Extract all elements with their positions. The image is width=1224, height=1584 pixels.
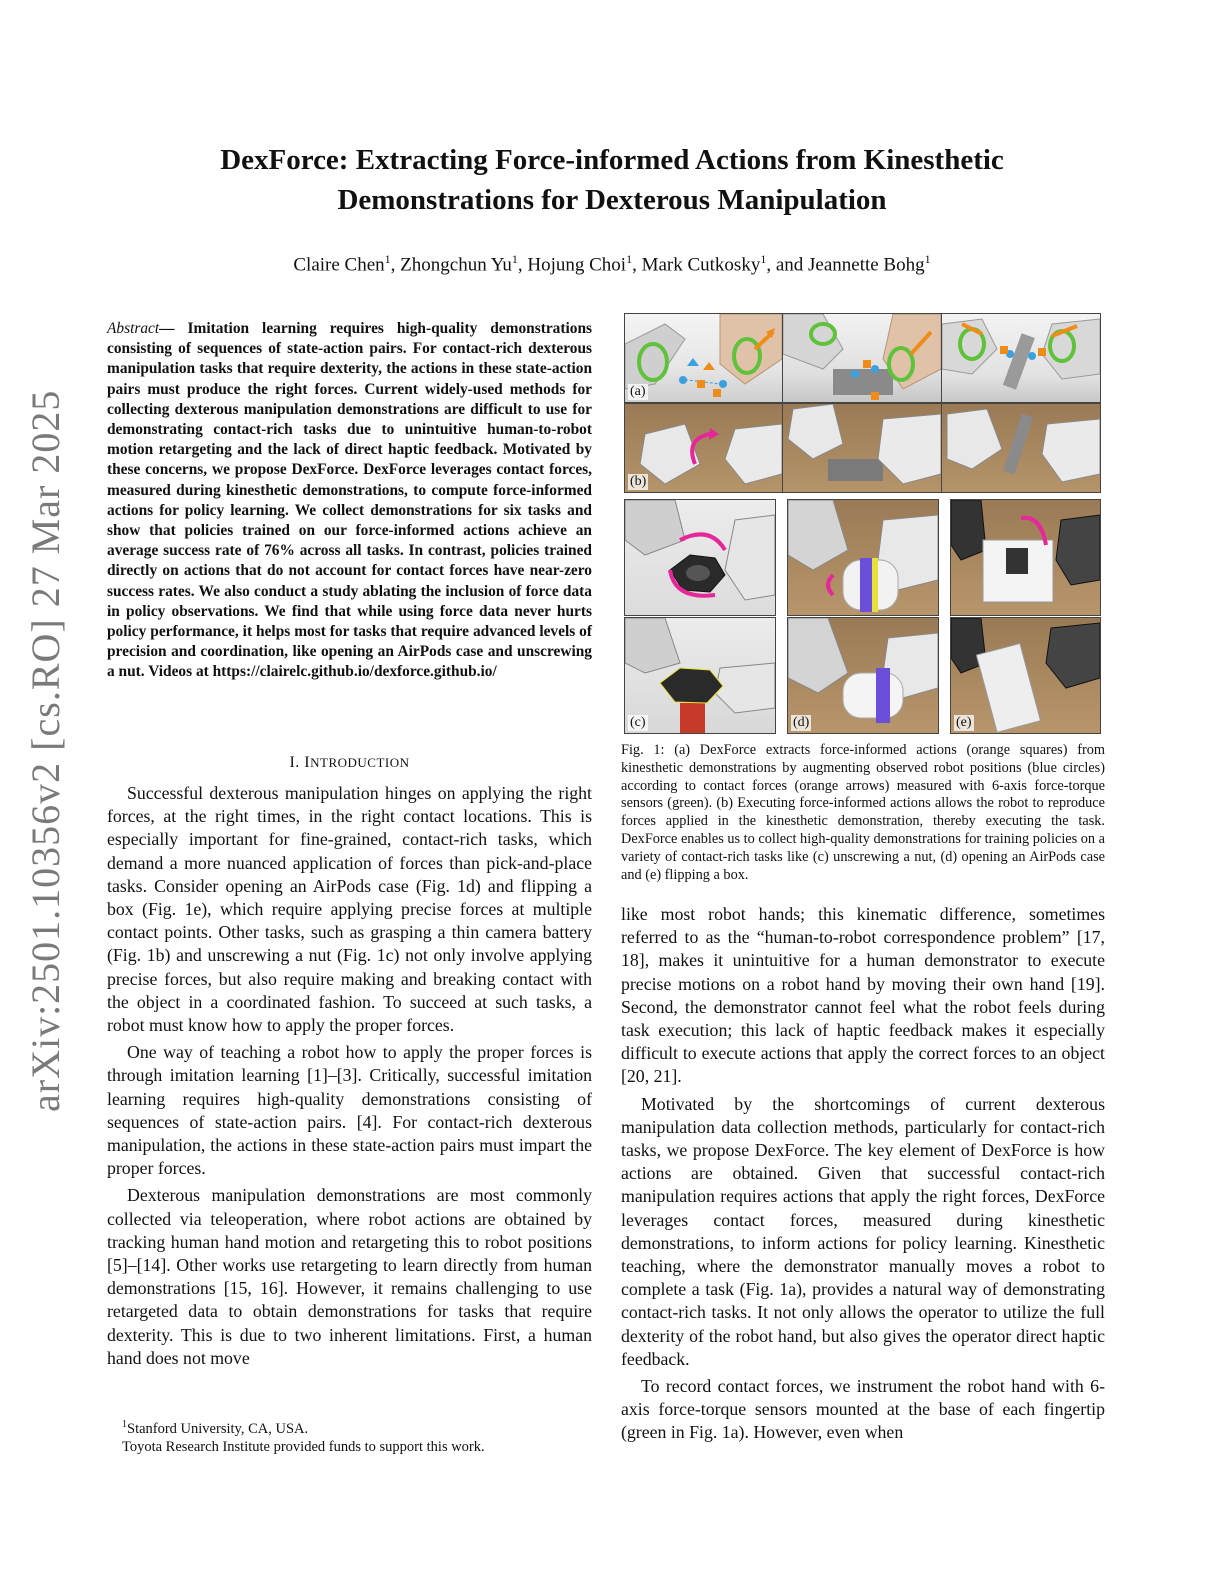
author-name: Jeannette Bohg — [808, 254, 925, 276]
title-line-1: DexForce: Extracting Force-informed Actions from Kinesthetic — [220, 144, 1004, 176]
figure-panel-d2 — [787, 617, 939, 734]
robot-hand-illustration — [783, 314, 941, 402]
right-column-body — [621, 903, 1105, 1449]
author-affiliation: 1 — [924, 252, 931, 266]
robot-hand-illustration — [625, 404, 782, 492]
robot-hand-illustration — [783, 404, 941, 492]
footnote — [122, 1416, 592, 1457]
footnote-funding: Toyota Research Institute provided funds to support this work. — [122, 1439, 485, 1456]
robot-hand-illustration — [942, 404, 1100, 492]
figure-panel-e1 — [950, 499, 1101, 616]
abstract — [107, 319, 592, 683]
panel-label-d: (d) — [793, 715, 810, 730]
author-affiliation: 1 — [626, 252, 633, 266]
robot-hand-illustration — [942, 314, 1100, 402]
figure-panel-a2 — [782, 313, 942, 403]
author-name: Claire Chen — [293, 254, 385, 276]
figure-panel-b3 — [941, 403, 1101, 493]
author-affiliation: 1 — [384, 252, 391, 266]
author-list — [100, 252, 1124, 276]
figure-1 — [624, 313, 1100, 733]
abstract-lead: Abstract — [107, 320, 160, 337]
author-separator: , — [632, 254, 642, 276]
robot-hand-illustration — [951, 500, 1100, 615]
paper-title — [100, 140, 1124, 220]
paragraph: Successful dexterous manipulation hinges on applying the right forces, at the right times, in the right contact locations. This is especially important for fine-grained, contact-rich tasks, which demand a more nuanced application of forces than pick-and-place tasks. Consider opening an AirPods case (Fig. 1d) and flipping a box (Fig. 1e), which require applying precise forces at multiple contact points. Other tasks, such as grasping a thin camera battery (Fig. 1b) and unscrewing a nut (Fig. 1c) not only involve applying precise forces, but also require making and breaking contact with the object in a coordinated fashion. To succeed at such tasks, a robot must know how to apply the proper forces. — [107, 783, 592, 1036]
figure-caption: Fig. 1: (a) DexForce extracts force-informed actions (orange squares) from kinesthetic demonstrations by augmenting observed robot positions (blue circles) according to contact forces (orange arrows) measured with 6-axis force-torque sensors (green). (b) Executing force-informed actions allows the robot to reproduce forces applied in the kinesthetic demonstration, thereby executing the task. DexForce enables us to collect high-quality demonstrations for training policies on a variety of contact-rich tasks like (c) unscrewing a nut, (d) opening an AirPods case and (e) flipping a box. — [621, 742, 1105, 883]
paragraph: Dexterous manipulation demonstrations are most commonly collected via teleoperation, where robot actions are obtained by tracking human hand motion and retargeting this to robot positions [5]–[14]. Other works use retargeting to learn directly from human demonstrations [15, 16]. However, it remains challenging to use retargeted data to obtain demonstrations for tasks that require dexterity. This is due to two inherent limitations. First, a human hand does not move — [107, 1185, 592, 1368]
figure-panel-d1 — [787, 499, 939, 616]
author-separator: , and — [766, 254, 808, 276]
panel-label-e: (e) — [956, 715, 972, 730]
author-affiliation: 1 — [511, 252, 518, 266]
figure-panel-e2 — [950, 617, 1101, 734]
author-name: Mark Cutkosky — [641, 254, 761, 276]
robot-hand-illustration — [625, 314, 782, 402]
left-column-body — [107, 782, 592, 1374]
section-heading-introduction — [107, 754, 592, 772]
author-separator: , — [390, 254, 401, 276]
figure-panel-b1 — [624, 403, 783, 493]
abstract-text: — Imitation learning requires high-quality demonstrations consisting of sequences of state-action pairs. For contact-rich dexterous manipulation tasks that require dexterity, the actions in these state-action pairs must produce the right forces. Current widely-used methods for collecting dexterous manipulation demonstrations are difficult to use for demonstrating contact-rich tasks due to unintuitive human-to-robot motion retargeting and the lack of direct haptic feedback. Motivated by these concerns, we propose DexForce. DexForce leverages contact forces, measured during kinesthetic demonstrations, to compute force-informed actions for policy learning. We collect demonstrations for six tasks and show that policies trained on our force-informed actions achieve an average success rate of 76% across all tasks. In contrast, policies trained directly on actions that do not account for contact forces have near-zero success rates. We also conduct a study ablating the inclusion of force data in policy observations. We find that while using force data never hurts policy performance, it helps most for tasks that require advanced levels of precision and coordination, like opening an AirPods case and unscrewing a nut. Videos at https://clairelc.github.io/dexforce.github.io/ — [107, 320, 592, 681]
paragraph: To record contact forces, we instrument the robot hand with 6-axis force-torque sensors mounted at the base of each fingertip (green in Fig. 1a). However, even when — [621, 1376, 1105, 1443]
author-name: Hojung Choi — [527, 254, 627, 276]
figure-panel-c2 — [624, 617, 776, 734]
title-line-2: Demonstrations for Dexterous Manipulation — [337, 184, 887, 216]
figure-panel-b2 — [782, 403, 942, 493]
panel-label-c: (c) — [630, 715, 646, 730]
figure-panel-c1 — [624, 499, 776, 616]
paragraph: like most robot hands; this kinematic difference, sometimes referred to as the “human-to-robot correspondence problem” [17, 18], makes it unintuitive for a human demonstrator to execute precise motions on a robot hand by moving their own hand [19]. Second, the demonstrator cannot feel what the robot feels during task execution; this lack of haptic feedback makes it especially difficult to execute actions that apply the correct forces to an object [20, 21]. — [621, 904, 1105, 1087]
robot-hand-illustration — [625, 500, 775, 615]
footnote-mark: 1 — [122, 1419, 127, 1430]
arxiv-identifier: arXiv:2501.10356v2 [cs.RO] 27 Mar 2025 — [23, 389, 68, 1112]
figure-panel-a3 — [941, 313, 1101, 403]
author-name: Zhongchun Yu — [400, 254, 512, 276]
section-number: I. — [289, 754, 300, 771]
section-title-rest: NTRODUCTION — [310, 755, 410, 770]
paragraph: Motivated by the shortcomings of current dexterous manipulation data collection methods, particularly for contact-rich tasks, we propose DexForce. The key element of DexForce is how actions are obtained. Given that successful contact-rich manipulation requires actions that apply the right forces, DexForce leverages contact forces, measured during kinesthetic demonstrations, to inform actions for policy learning. Kinesthetic teaching, where the demonstrator manually moves a robot to complete a task (Fig. 1a), provides a natural way of demonstrating contact-rich tasks. It not only allows the operator to utilize the full dexterity of the robot hand, but also gives the operator direct haptic feedback. — [621, 1093, 1105, 1369]
footnote-affiliation: Stanford University, CA, USA. — [127, 1420, 309, 1437]
author-separator: , — [517, 254, 528, 276]
author-affiliation: 1 — [760, 252, 767, 266]
section-title-first: I — [304, 754, 311, 771]
panel-label-a: (a) — [630, 384, 646, 399]
figure-panel-a1 — [624, 313, 783, 403]
robot-hand-illustration — [788, 500, 938, 615]
panel-label-b: (b) — [630, 474, 647, 489]
paragraph: One way of teaching a robot how to apply the proper forces is through imitation learning [1]–[3]. Critically, successful imitation learning requires high-quality demonstrations consisting of sequences of state-action pairs. [4]. For contact-rich dexterous manipulation, the actions in these state-action pairs must impart the proper forces. — [107, 1042, 592, 1179]
